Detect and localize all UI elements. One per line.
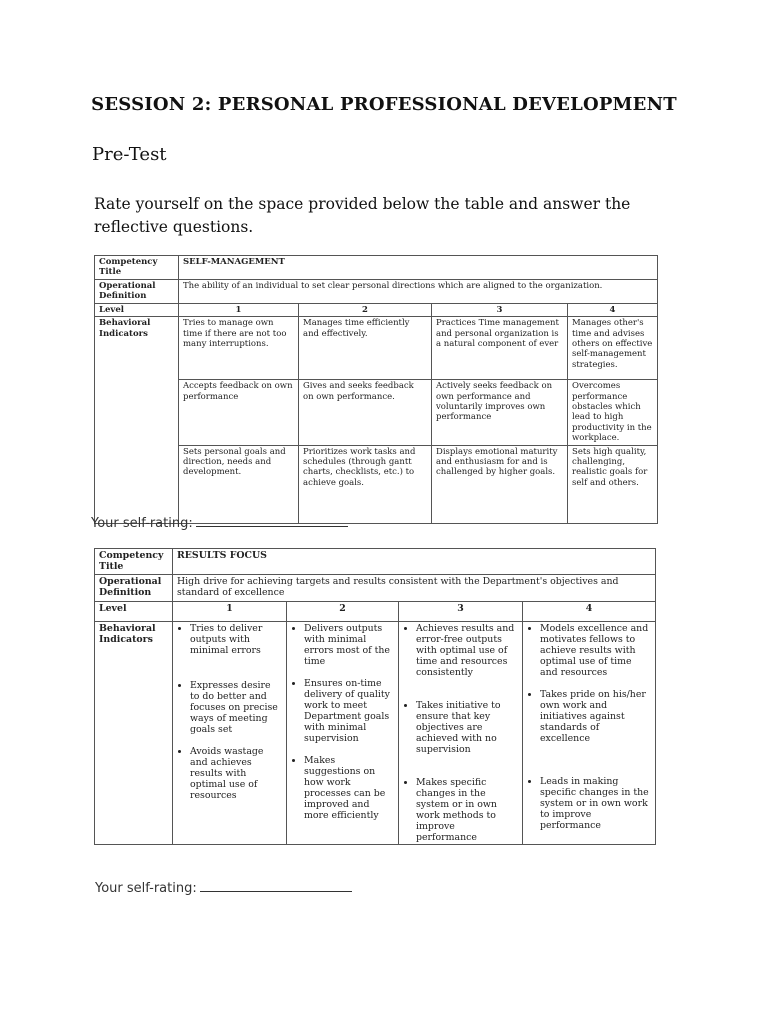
indicator-row (95, 380, 658, 445)
indicator-row (95, 622, 656, 845)
self-management-table (94, 255, 658, 524)
indicator-item: • Takes pride on his/her own work and initiatives against standards of excellence (540, 689, 651, 744)
self-rating-blank[interactable] (196, 515, 348, 527)
indicator-cell: Gives and seeks feedback on own performance. (299, 380, 432, 445)
competency-title: SELF-MANAGEMENT (179, 256, 658, 280)
indicator-item: • Tries to deliver outputs with minimal errors (190, 623, 282, 656)
indicator-cell: Displays emotional maturity and enthusiasm for and is challenged by higher goals. (432, 445, 568, 523)
definition-row (95, 280, 658, 304)
indicator-column-1 (173, 622, 287, 845)
self-rating-label: Your self-rating: (95, 881, 197, 896)
indicator-cell: Overcomes performance obstacles which lead to high productivity in the workplace. (568, 380, 658, 445)
level-3: 3 (432, 303, 568, 316)
indicator-cell: Actively seeks feedback on own performance and voluntarily improves own performance (432, 380, 568, 445)
indicator-cell: Sets personal goals and direction, needs and development. (179, 445, 299, 523)
indicator-cell: Practices Time management and personal organization is a natural component of ever (432, 317, 568, 380)
page-title: SESSION 2: PERSONAL PROFESSIONAL DEVELOPMENT (91, 94, 677, 115)
definition-text: The ability of an individual to set clear personal directions which are aligned to the organization. (179, 280, 658, 304)
level-row (95, 303, 658, 316)
indicator-cell: Manages other's time and advises others on effective self-management strategies. (568, 317, 658, 380)
level-label: Level (95, 602, 173, 622)
indicator-column-2 (287, 622, 399, 845)
indicator-item: • Models excellence and motivates fellows to achieve results with optimal use of time and resources (540, 623, 651, 678)
level-1: 1 (179, 303, 299, 316)
competency-row (95, 256, 658, 280)
indicator-cell: Tries to manage own time if there are not too many interruptions. (179, 317, 299, 380)
indicator-item: • Ensures on-time delivery of quality work to meet Department goals with minimal supervision (304, 678, 394, 744)
level-4: 4 (523, 602, 656, 622)
level-row (95, 602, 656, 622)
definition-label: Operational Definition (95, 575, 173, 602)
definition-label: Operational Definition (95, 280, 179, 304)
level-4: 4 (568, 303, 658, 316)
self-rating-label: Your self-rating: (91, 516, 193, 531)
self-rating-2 (95, 880, 352, 896)
indicators-label: Behavioral Indicators (95, 317, 179, 523)
indicator-item: • Leads in making specific changes in the system or in own work to improve performance (540, 776, 651, 831)
indicator-row (95, 317, 658, 380)
instruction-text: Rate yourself on the space provided below the table and answer the reflective questions. (94, 195, 631, 236)
self-rating-1 (91, 515, 348, 531)
indicator-item: • Expresses desire to do better and focuses on precise ways of meeting goals set (190, 680, 282, 735)
indicators-label: Behavioral Indicators (95, 622, 173, 845)
indicator-item: • Takes initiative to ensure that key objectives are achieved with no supervision (416, 700, 518, 755)
level-3: 3 (399, 602, 523, 622)
competency-title: RESULTS FOCUS (173, 549, 656, 575)
indicator-row (95, 445, 658, 523)
definition-row (95, 575, 656, 602)
level-2: 2 (299, 303, 432, 316)
indicator-item: • Makes specific changes in the system or in own work methods to improve performance (416, 777, 518, 843)
level-1: 1 (173, 602, 287, 622)
section-subtitle: Pre-Test (92, 144, 167, 165)
self-rating-blank[interactable] (200, 880, 352, 892)
indicator-item: • Delivers outputs with minimal errors most of the time (304, 623, 394, 667)
results-focus-table (94, 548, 656, 845)
level-label: Level (95, 303, 179, 316)
indicator-cell: Sets high quality, challenging, realistic goals for self and others. (568, 445, 658, 523)
indicator-cell: Prioritizes work tasks and schedules (through gantt charts, checklists, etc.) to achieve goals. (299, 445, 432, 523)
definition-text: High drive for achieving targets and results consistent with the Department's objectives and standard of excellence (173, 575, 656, 602)
indicator-item: • Avoids wastage and achieves results with optimal use of resources (190, 746, 282, 801)
indicator-cell: Manages time efficiently and effectively. (299, 317, 432, 380)
competency-label: Competency Title (95, 549, 173, 575)
competency-label: Competency Title (95, 256, 179, 280)
indicator-item: • Makes suggestions on how work processes can be improved and more efficiently (304, 755, 394, 821)
competency-row (95, 549, 656, 575)
level-2: 2 (287, 602, 399, 622)
indicator-item: • Achieves results and error-free outputs with optimal use of time and resources consistently (416, 623, 518, 678)
indicator-column-3 (399, 622, 523, 845)
indicator-column-4 (523, 622, 656, 845)
indicator-cell: Accepts feedback on own performance (179, 380, 299, 445)
